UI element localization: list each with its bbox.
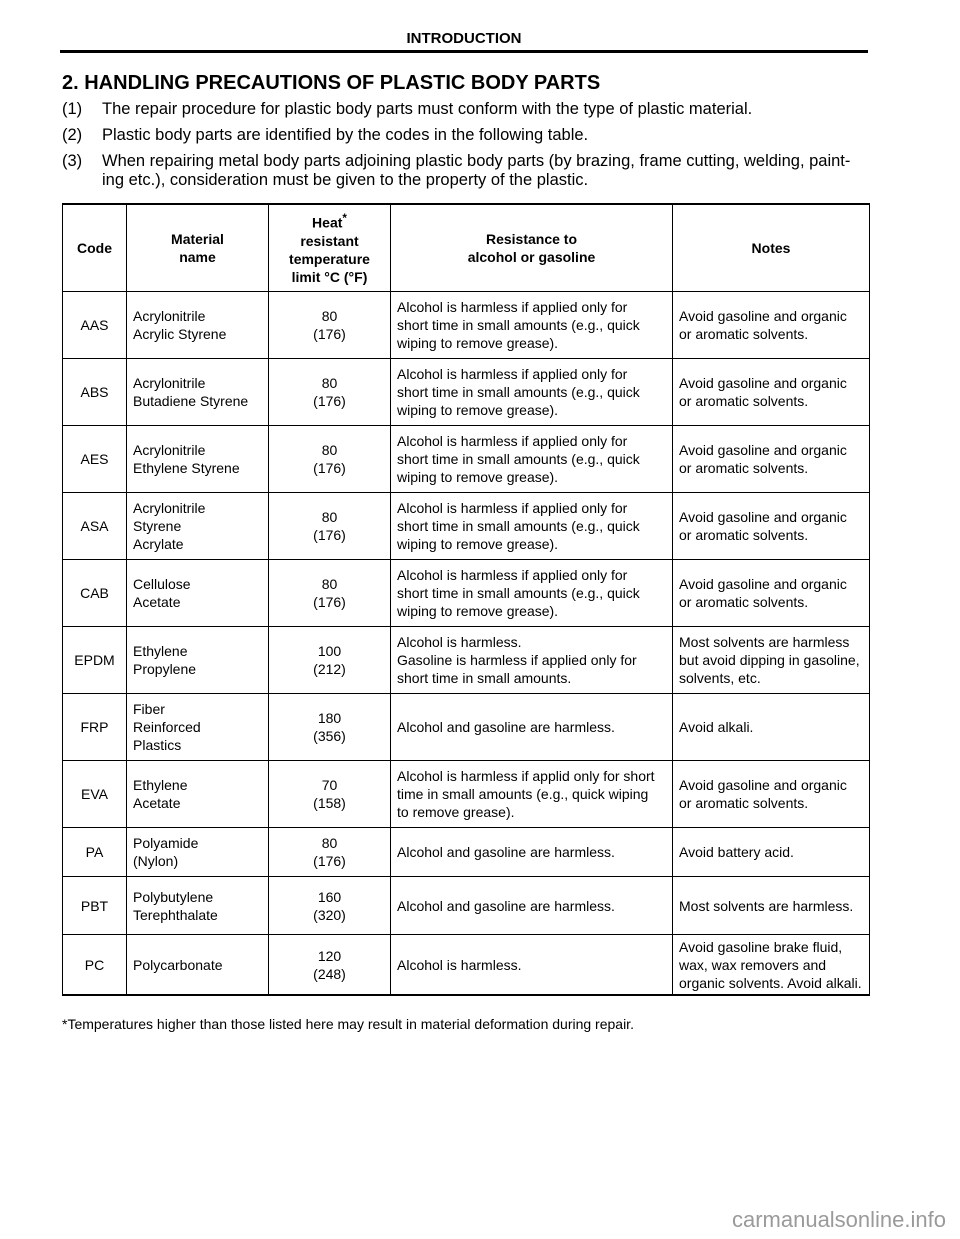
table-row <box>63 877 870 935</box>
cell-temp: 80 (176) <box>269 359 391 426</box>
cell-notes: Avoid gasoline and organic or aromatic solvents. <box>673 359 870 426</box>
cell-notes: Avoid gasoline and organic or aromatic solvents. <box>673 761 870 828</box>
cell-material: Polyamide (Nylon) <box>127 828 269 877</box>
cell-material: Polycarbonate <box>127 935 269 996</box>
cell-code: ASA <box>63 493 127 560</box>
step-1 <box>62 100 872 119</box>
cell-resistance: Alcohol and gasoline are harmless. <box>391 694 673 761</box>
step-text: The repair procedure for plastic body parts must conform with the type of plastic material. <box>102 100 753 118</box>
cell-notes: Avoid battery acid. <box>673 828 870 877</box>
table-row <box>63 694 870 761</box>
step-2 <box>62 126 872 145</box>
step-number: (1) <box>62 100 83 118</box>
cell-temp: 80 (176) <box>269 426 391 493</box>
cell-code: PC <box>63 935 127 996</box>
cell-temp: 120 (248) <box>269 935 391 996</box>
footnote: *Temperatures higher than those listed here may result in material deformation during repair. <box>62 1016 634 1032</box>
table-row <box>63 426 870 493</box>
cell-code: PBT <box>63 877 127 935</box>
plastic-codes-table <box>62 203 870 996</box>
cell-temp: 180 (356) <box>269 694 391 761</box>
cell-notes: Avoid gasoline and organic or aromatic solvents. <box>673 426 870 493</box>
cell-code: AES <box>63 426 127 493</box>
header-heat-rest: resistant temperature limit °C (°F) <box>289 232 370 285</box>
header-heat-word: Heat <box>312 214 343 231</box>
header-code: Code <box>63 204 127 292</box>
table-row <box>63 493 870 560</box>
cell-resistance: Alcohol is harmless. <box>391 935 673 996</box>
page-header: INTRODUCTION <box>406 30 522 47</box>
cell-code: EVA <box>63 761 127 828</box>
cell-material: Cellulose Acetate <box>127 560 269 627</box>
header-heat <box>269 204 391 292</box>
cell-notes: Most solvents are harmless. <box>673 877 870 935</box>
cell-code: EPDM <box>63 627 127 694</box>
cell-temp: 70 (158) <box>269 761 391 828</box>
cell-resistance: Alcohol is harmless if applied only for short time in small amounts (e.g., quick wiping to remove grease). <box>391 292 673 359</box>
cell-resistance: Alcohol and gasoline are harmless. <box>391 877 673 935</box>
cell-code: AAS <box>63 292 127 359</box>
cell-code: CAB <box>63 560 127 627</box>
header-material: Material name <box>127 204 269 292</box>
footnote-marker: * <box>342 212 347 226</box>
header-resistance: Resistance to alcohol or gasoline <box>391 204 673 292</box>
header-notes: Notes <box>673 204 870 292</box>
step-number: (3) <box>62 152 83 170</box>
cell-notes: Avoid gasoline brake fluid, wax, wax removers and organic solvents. Avoid alkali. <box>673 935 870 996</box>
cell-code: FRP <box>63 694 127 761</box>
cell-resistance: Alcohol is harmless if applied only for short time in small amounts (e.g., quick wiping to remove grease). <box>391 359 673 426</box>
cell-material: Acrylonitrile Butadiene Styrene <box>127 359 269 426</box>
cell-resistance: Alcohol is harmless if applied only for short time in small amounts (e.g., quick wiping to remove grease). <box>391 493 673 560</box>
cell-code: ABS <box>63 359 127 426</box>
cell-notes: Avoid gasoline and organic or aromatic solvents. <box>673 292 870 359</box>
table-row <box>63 761 870 828</box>
cell-material: Ethylene Propylene <box>127 627 269 694</box>
watermark: carmanualsonline.info <box>731 1207 946 1232</box>
table-row <box>63 560 870 627</box>
cell-temp: 80 (176) <box>269 292 391 359</box>
cell-material: Polybutylene Terephthalate <box>127 877 269 935</box>
header-rule <box>60 50 868 53</box>
cell-notes: Avoid alkali. <box>673 694 870 761</box>
cell-resistance: Alcohol is harmless if applied only for short time in small amounts (e.g., quick wiping to remove grease). <box>391 560 673 627</box>
cell-temp: 80 (176) <box>269 560 391 627</box>
cell-resistance: Alcohol is harmless if applied only for short time in small amounts (e.g., quick wiping to remove grease). <box>391 426 673 493</box>
cell-material: Fiber Reinforced Plastics <box>127 694 269 761</box>
step-number: (2) <box>62 126 83 144</box>
table-header-row <box>63 204 870 292</box>
cell-resistance: Alcohol is harmless if applid only for short time in small amounts (e.g., quick wiping to remove grease). <box>391 761 673 828</box>
cell-temp: 160 (320) <box>269 877 391 935</box>
cell-material: Acrylonitrile Ethylene Styrene <box>127 426 269 493</box>
cell-temp: 80 (176) <box>269 828 391 877</box>
step-3 <box>62 152 872 190</box>
section-title: 2. HANDLING PRECAUTIONS OF PLASTIC BODY PARTS <box>62 72 601 94</box>
procedure-steps <box>62 100 872 197</box>
cell-material: Acrylonitrile Styrene Acrylate <box>127 493 269 560</box>
cell-notes: Avoid gasoline and organic or aromatic solvents. <box>673 493 870 560</box>
cell-material: Acrylonitrile Acrylic Styrene <box>127 292 269 359</box>
step-text: When repairing metal body parts adjoining plastic body parts (by brazing, frame cutting, welding, paint-ing etc.), consideration must be given to the property of the plastic. <box>102 152 851 189</box>
table-row <box>63 292 870 359</box>
table-row <box>63 935 870 996</box>
cell-temp: 80 (176) <box>269 493 391 560</box>
table-row <box>63 627 870 694</box>
table-row <box>63 828 870 877</box>
cell-resistance: Alcohol is harmless. Gasoline is harmless if applied only for short time in small amounts. <box>391 627 673 694</box>
cell-notes: Most solvents are harmless but avoid dipping in gasoline, solvents, etc. <box>673 627 870 694</box>
step-text: Plastic body parts are identified by the codes in the following table. <box>102 126 589 144</box>
cell-temp: 100 (212) <box>269 627 391 694</box>
table-row <box>63 359 870 426</box>
cell-code: PA <box>63 828 127 877</box>
cell-resistance: Alcohol and gasoline are harmless. <box>391 828 673 877</box>
cell-notes: Avoid gasoline and organic or aromatic solvents. <box>673 560 870 627</box>
cell-material: Ethylene Acetate <box>127 761 269 828</box>
